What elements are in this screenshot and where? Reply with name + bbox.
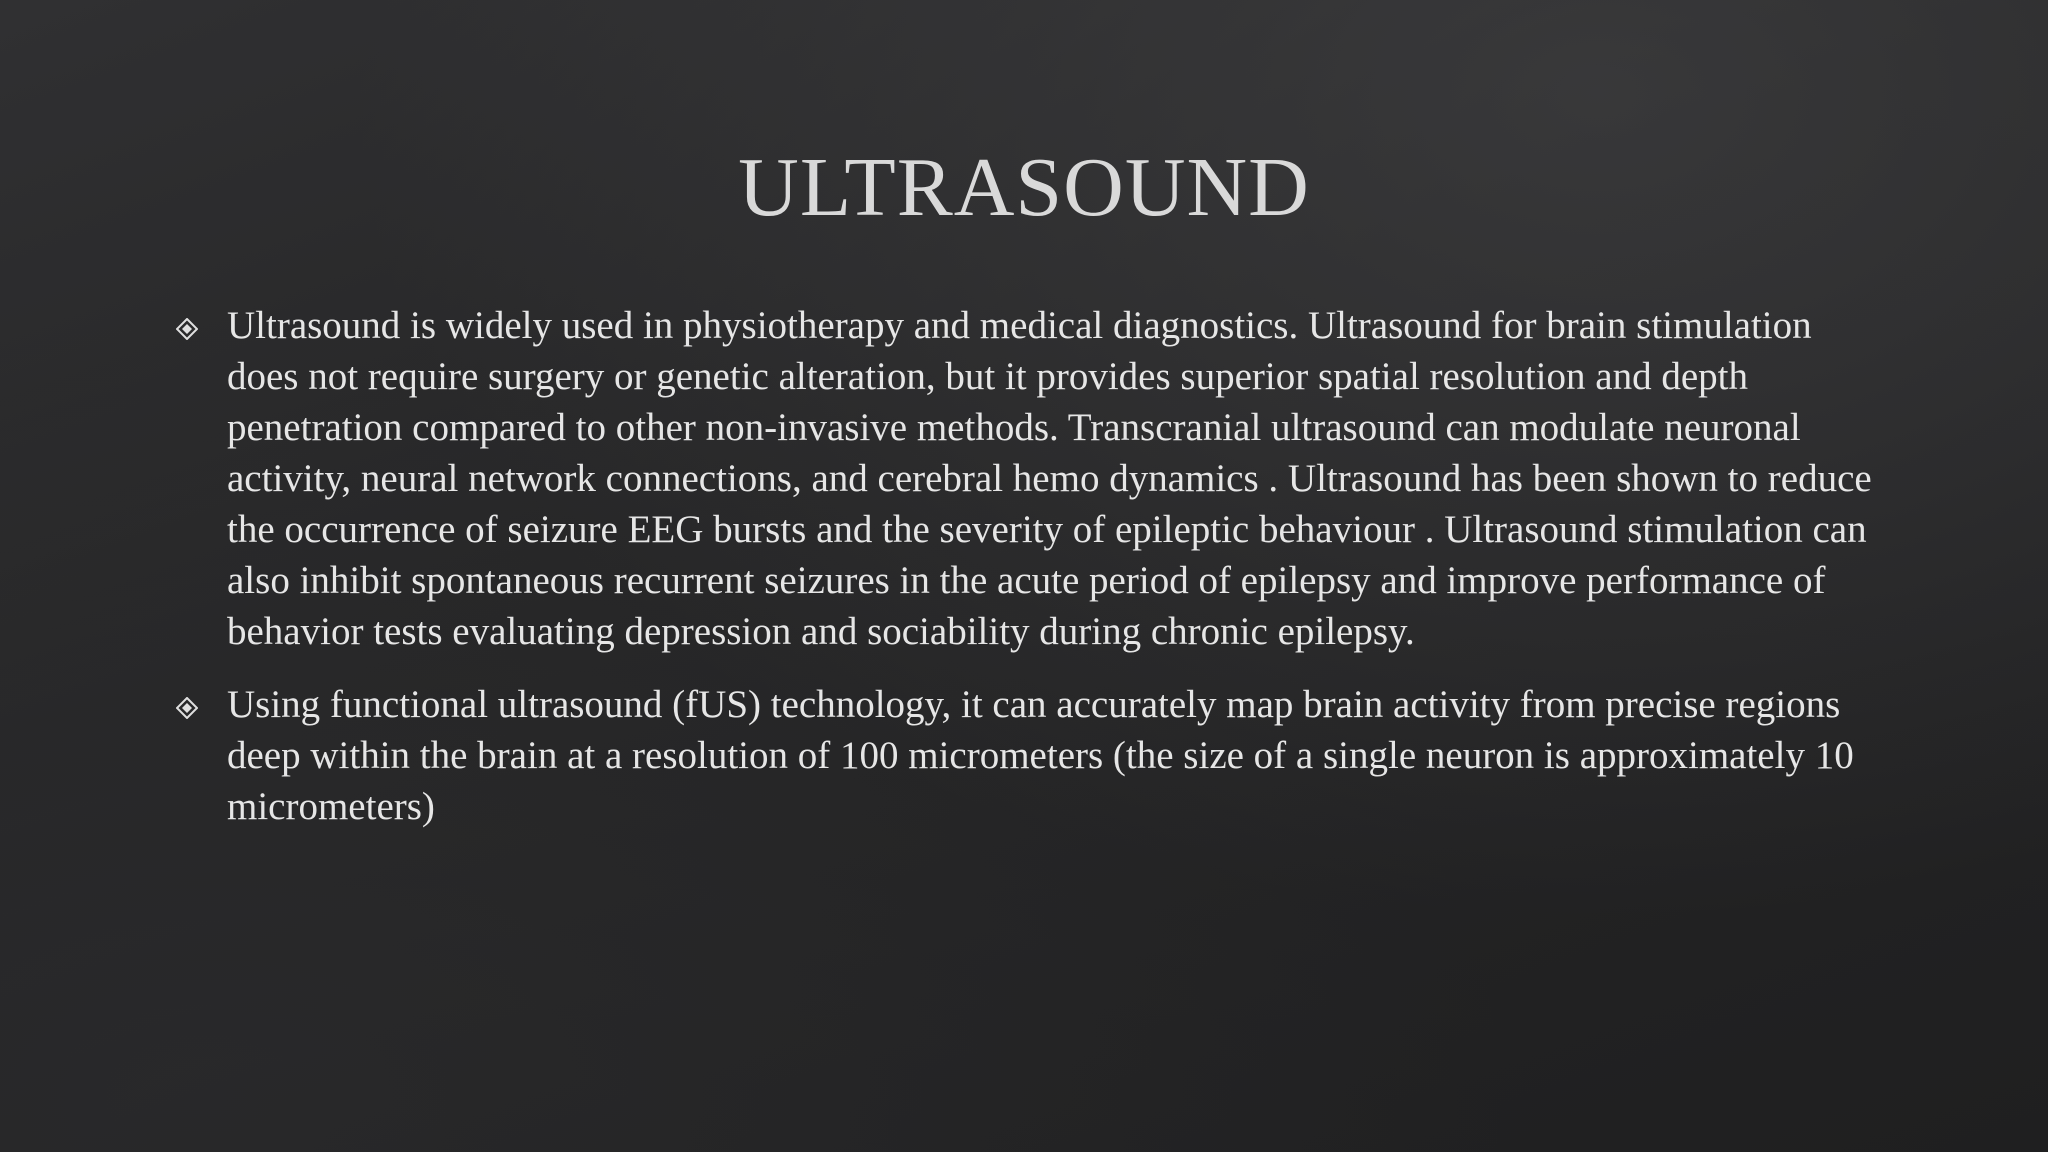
bullet-text: Using functional ultrasound (fUS) technology, it can accurately map brain activity from precise regions deep within the brain at a resolution of 100 micrometers (the size of a single neuron is approximately 10 micrometers) xyxy=(227,683,1854,828)
bullet-text: Ultrasound is widely used in physiotherapy and medical diagnostics. Ultrasound for brain stimulation does not require surgery or genetic alteration, but it provides superior spatial resolution and depth penetration compared to other non-invasive methods. Transcranial ultrasound can modulate neuronal activity, neural network connections, and cerebral hemo dynamics . Ultrasound has been shown to reduce the occurrence of seizure EEG bursts and the severity of epileptic behaviour . Ultrasound stimulation can also inhibit spontaneous recurrent seizures in the acute period of epilepsy and improve performance of behavior tests evaluating depression and sociability during chronic epilepsy. xyxy=(227,304,1872,653)
diamond-bullet-icon xyxy=(176,318,198,340)
diamond-bullet-icon xyxy=(176,697,198,719)
bullet-item xyxy=(176,679,1876,832)
bullet-list xyxy=(176,300,1876,854)
slide-title: ULTRASOUND xyxy=(738,141,1310,234)
bullet-item xyxy=(176,300,1876,657)
